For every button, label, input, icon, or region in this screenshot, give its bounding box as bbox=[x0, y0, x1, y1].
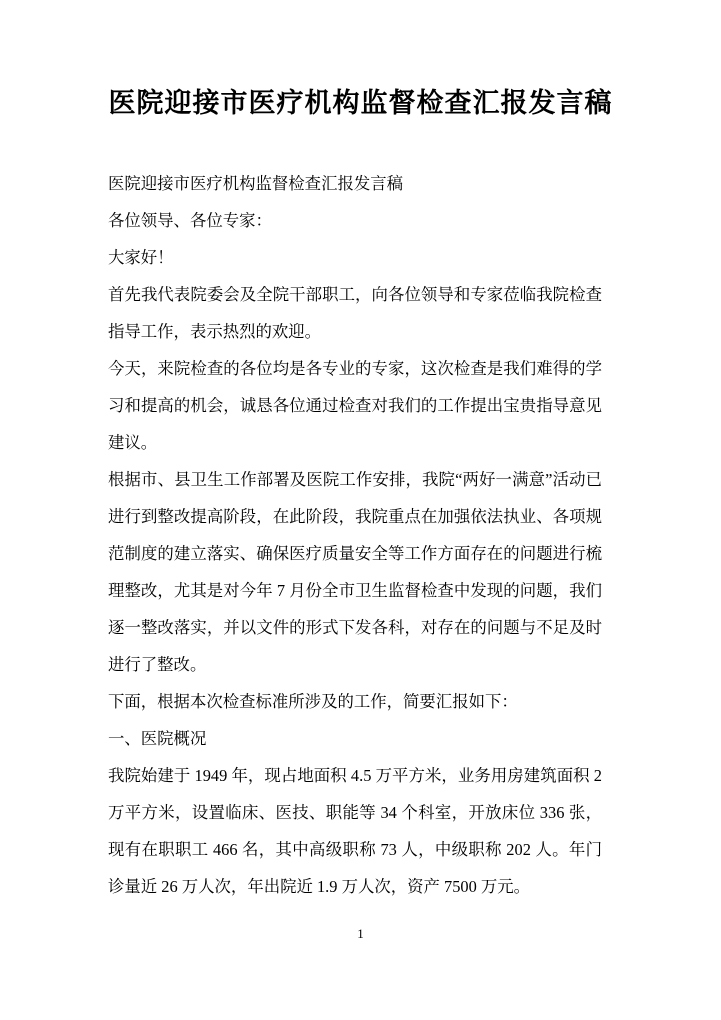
paragraph-greeting: 大家好！ bbox=[108, 248, 174, 267]
page-number: 1 bbox=[357, 926, 364, 941]
paragraph-hospital-overview: 我院始建于 1949 年，现占地面积 4.5 万平方米，业务用房建筑面积 2 万平方米，设置临床、医技、职能等 34 个科室，开放床位 336 张，现有在职职工 466 名，其中高级职称 73 人，中级职称 202 人。年门诊量近 26 万人次，年出院近 1.9 万人次，资产 7500 万元。 bbox=[108, 766, 602, 896]
paragraph-section-heading: 一、医院概况 bbox=[108, 729, 207, 748]
document-title: 医院迎接市医疗机构监督检查汇报发言稿 bbox=[108, 88, 613, 118]
paragraph-title-repeat: 医院迎接市医疗机构监督检查汇报发言稿 bbox=[108, 174, 404, 193]
paragraph-welcome: 首先我代表院委会及全院干部职工，向各位领导和专家莅临我院检查指导工作，表示热烈的欢迎。 bbox=[108, 285, 602, 341]
paragraph-salutation: 各位领导、各位专家： bbox=[108, 211, 272, 230]
paragraph-report-intro: 下面，根据本次检查标准所涉及的工作，简要汇报如下： bbox=[108, 692, 518, 711]
paragraph-experts: 今天，来院检查的各位均是各专业的专家，这次检查是我们难得的学习和提高的机会，诚恳各位通过检查对我们的工作提出宝贵指导意见建议。 bbox=[108, 359, 602, 452]
paragraph-rectification: 根据市、县卫生工作部署及医院工作安排，我院“两好一满意”活动已进行到整改提高阶段，在此阶段，我院重点在加强依法执业、各项规范制度的建立落实、确保医疗质量安全等工作方面存在的问题进行梳理整改，尤其是对今年 7 月份全市卫生监督检查中发现的问题，我们逐一整改落实，并以文件的形式下发各科，对存在的问题与不足及时进行了整改。 bbox=[108, 470, 602, 674]
document-body bbox=[108, 165, 602, 905]
